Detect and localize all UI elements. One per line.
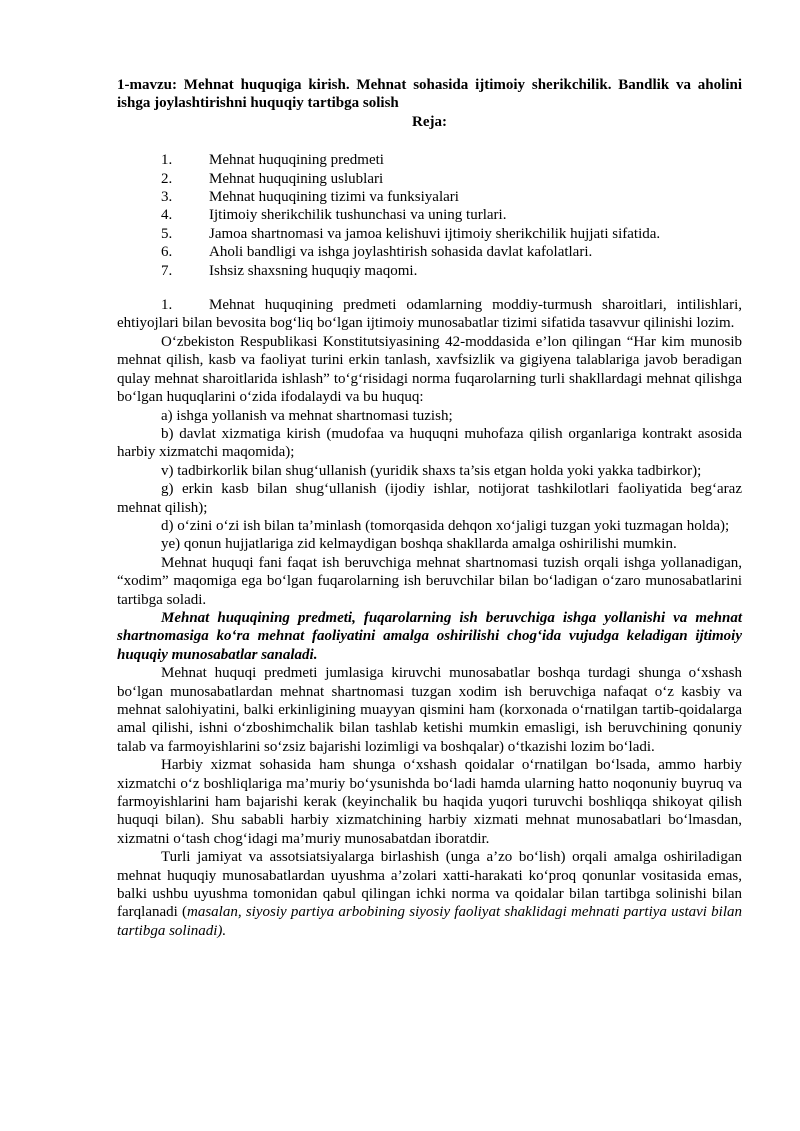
plan-list <box>117 151 742 280</box>
paragraph-5: Mehnat huquqi predmeti jumlasiga kiruvchi munosabatlar boshqa turdagi shunga o‘xshash bo‘lgan munosabatlardan mehnat shartnomasi tuzgan xodim ish beruvchiga nafaqat o‘z kasbiy va mehnat salohiyatini, balki erkinligining muayyan qismini ham (korxonada o‘rnatilgan tartib-qoidalarga amal qilishi, ishni o‘zboshimchalik bilan tashlab ketishi mumkin emasligi, ish beruvchining qonuniy talab va farmoyishlarini so‘zsiz bajarishi lozimligi va boshqalar) o‘tkazishi lozim bo‘ladi. <box>117 665 742 755</box>
plan-item-text: Mehnat huquqining tizimi va funksiyalari <box>209 189 459 206</box>
plan-item <box>117 225 742 243</box>
list-item-v: v) tadbirkorlik bilan shug‘ullanish (yuridik shaxs ta’sis etgan holda yoki yakka tadbirkor); <box>161 462 702 479</box>
plan-item-number: 6. <box>161 244 173 261</box>
document-page <box>117 76 742 940</box>
list-item-ye: ye) qonun hujjatlariga zid kelmaydigan boshqa shakllarda amalga oshirilishi mumkin. <box>161 536 677 553</box>
plan-item <box>117 206 742 224</box>
plan-item <box>117 151 742 169</box>
plan-item-text: Ijtimoiy sherikchilik tushunchasi va uning turlari. <box>209 207 507 224</box>
paragraph-3: Mehnat huquqi fani faqat ish beruvchiga mehnat shartnomasi tuzish orqali ishga yollanadigan, “xodim” maqomiga ega bo‘lgan fuqarolarning ish beruvchilar bilan bo‘ladigan o‘zaro munosabatlarini tartibga soladi. <box>117 554 742 608</box>
plan-item-text: Ishsiz shaxsning huquqiy maqomi. <box>209 262 418 279</box>
plan-item-text: Mehnat huquqining uslublari <box>209 170 384 187</box>
list-item-b: b) davlat xizmatiga kirish (mudofaa va huquqni muhofaza qilish organlariga kontrakt asosida harbiy xizmatchi maqomida); <box>117 425 742 461</box>
plan-item-number: 4. <box>161 207 173 224</box>
list-item-a: a) ishga yollanish va mehnat shartnomasi tuzish; <box>161 407 453 424</box>
plan-item-text: Jamoa shartnomasi va jamoa kelishuvi ijtimoiy sherikchilik hujjati sifatida. <box>209 225 661 242</box>
plan-item-number: 7. <box>161 262 173 279</box>
paragraph-2: O‘zbekiston Respublikasi Konstitutsiyasining 42-moddasida e’lon qilingan “Har kim munosib mehnat qilish, kasb va faoliyat turini erkin tanlash, xavfsizlik va gigiyena talablariga javob beradigan qulay mehnat sharoitlarida ishlash” to‘g‘risidagi norma fuqarolarning turli shakllardagi mehnat qilishga bo‘lgan huquqlarini o‘zida ifodalaydi va bu huquq: <box>117 333 742 406</box>
plan-item-text: Aholi bandligi va ishga joylashtirish sohasida davlat kafolatlari. <box>209 244 593 261</box>
plan-item-text: Mehnat huquqining predmeti <box>209 152 384 169</box>
list-item-d: d) o‘zini o‘zi ish bilan ta’minlash (tomorqasida dehqon xo‘jaligi tuzgan yoki tuzmagan holda); <box>161 517 730 534</box>
plan-item <box>117 170 742 188</box>
section-number: 1. <box>161 297 173 314</box>
paragraph-7-text: Turli jamiyat va assotsiatsiyalarga birlashish (unga a’zo bo‘lish) orqali amalga oshiriladigan mehnat huquqiy munosabatlardan uyushma a’zolari xatti-harakati ko‘proq qonunlar vositasida emas, balki ushbu uyushma tomonidan qabul qilingan ichki norma va qoidalar bilan tartibga solinishi bilan farqlanadi ( <box>117 849 742 921</box>
paragraph-6: Harbiy xizmat sohasida ham shunga o‘xshash qoidalar o‘rnatilgan bo‘lsada, ammo harbiy xizmatchi o‘z boshliqlariga ma’muriy bo‘ysunishda bo‘ladi hamda ularning hatto noqonuniy buyruq va farmoyishlarini ham bajarishi kerak (keyinchalik bu haqida yuqori turuvchi boshliqqa shikoyat qilish huquqi bilan). Shu sababli harbiy xizmatchining harbiy xizmati mehnat munosabatlari bo‘lmasdan, xizmatni o‘tash chog‘idagi ma’muriy munosabatdan iboratdir. <box>117 757 742 847</box>
plan-item-number: 1. <box>161 152 173 169</box>
paragraph-1 <box>117 296 742 333</box>
document-title: 1-mavzu: Mehnat huquqiga kirish. Mehnat sohasida ijtimoiy sherikchilik. Bandlik va aholini ishga joylashtirishni huquqiy tartibga solish <box>117 77 742 112</box>
plan-item <box>117 188 742 206</box>
plan-item <box>117 262 742 280</box>
plan-item-number: 2. <box>161 170 173 187</box>
paragraph-7-italic: masalan, siyosiy partiya arbobining siyosiy faoliyat shaklidagi mehnati partiya ustavi bilan tartibga solinadi). <box>117 904 743 939</box>
list-item-g: g) erkin kasb bilan shug‘ullanish (ijodiy ishlar, notijorat tashkilotlari faoliyatida beg‘araz mehnat qilish); <box>117 481 742 516</box>
paragraph-7 <box>117 848 742 940</box>
plan-item-number: 5. <box>161 225 173 242</box>
plan-heading: Reja: <box>412 113 447 130</box>
plan-item <box>117 243 742 261</box>
paragraph-1-text: Mehnat huquqining predmeti odamlarning moddiy-turmush sharoitlari, intilishlari, ehtiyojlari bilan bevosita bog‘liq bo‘lgan ijtimoiy munosabatlar tizimi sifatida tasavvur qilinishi lozim. <box>117 297 742 332</box>
definition-paragraph: Mehnat huquqining predmeti, fuqarolarning ish beruvchiga ishga yollanishi va mehnat shartnomasiga ko‘ra mehnat faoliyatini amalga oshirilishi chog‘ida vujudga keladigan ijtimoiy huquqiy munosabatlar sanaladi. <box>117 609 742 663</box>
plan-item-number: 3. <box>161 189 173 206</box>
